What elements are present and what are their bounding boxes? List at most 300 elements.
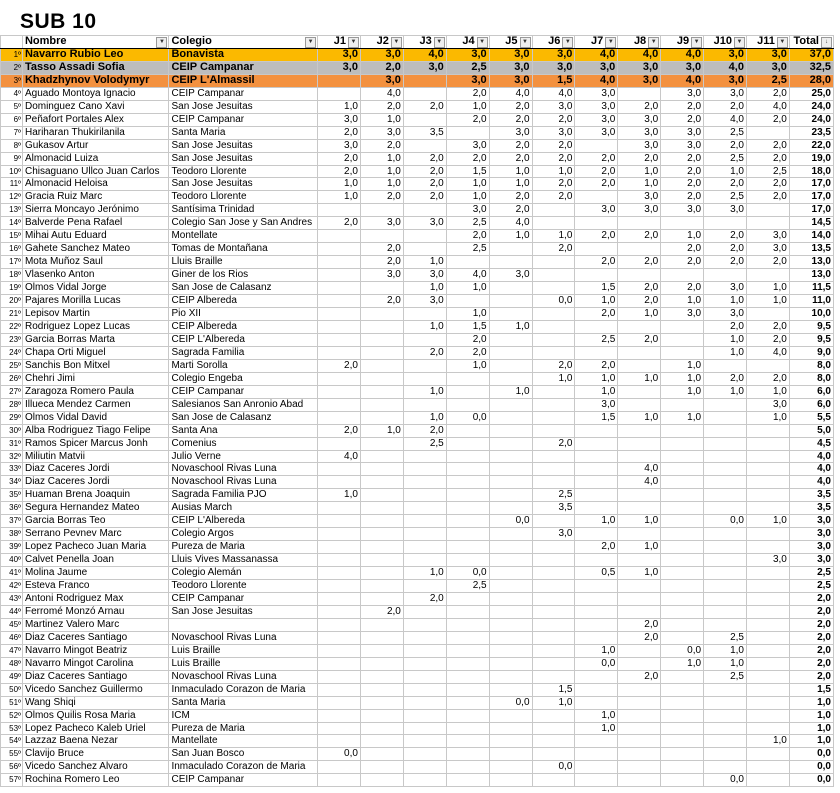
score-cell-j3[interactable] <box>403 618 446 631</box>
total-cell[interactable]: 2,0 <box>789 670 833 683</box>
school-cell[interactable]: Teodoro Llorente <box>169 165 318 178</box>
score-cell-j10[interactable]: 3,0 <box>704 48 747 61</box>
score-cell-j10[interactable]: 2,5 <box>704 126 747 139</box>
score-cell-j8[interactable] <box>618 437 661 450</box>
name-cell[interactable]: Vlasenko Anton <box>22 269 169 282</box>
score-cell-j8[interactable]: 3,0 <box>618 126 661 139</box>
score-cell-j8[interactable]: 3,0 <box>618 113 661 126</box>
score-cell-j5[interactable] <box>489 450 532 463</box>
score-cell-j3[interactable]: 2,0 <box>403 152 446 165</box>
score-cell-j1[interactable] <box>318 87 361 100</box>
score-cell-j7[interactable]: 3,0 <box>575 87 618 100</box>
name-cell[interactable]: Gracia Ruiz Marc <box>22 191 169 204</box>
table-row[interactable] <box>1 605 834 618</box>
score-cell-j8[interactable]: 1,0 <box>618 411 661 424</box>
school-cell[interactable]: Santa Ana <box>169 424 318 437</box>
score-cell-j5[interactable]: 0,0 <box>489 696 532 709</box>
score-cell-j10[interactable] <box>704 735 747 748</box>
name-cell[interactable]: Clavijo Bruce <box>22 748 169 761</box>
score-cell-j11[interactable]: 4,0 <box>746 346 789 359</box>
total-cell[interactable]: 25,0 <box>789 87 833 100</box>
school-cell[interactable]: Santa Maria <box>169 126 318 139</box>
score-cell-j2[interactable] <box>360 502 403 515</box>
score-cell-j5[interactable] <box>489 567 532 580</box>
score-cell-j10[interactable]: 1,0 <box>704 657 747 670</box>
school-cell[interactable]: Santa Maria <box>169 696 318 709</box>
name-cell[interactable]: Esteva Franco <box>22 580 169 593</box>
rank-cell[interactable]: 17º <box>1 256 23 269</box>
rank-cell[interactable]: 6º <box>1 113 23 126</box>
school-cell[interactable]: San Jose Jesuitas <box>169 152 318 165</box>
score-cell-j2[interactable] <box>360 657 403 670</box>
score-cell-j7[interactable]: 4,0 <box>575 74 618 87</box>
score-cell-j4[interactable] <box>446 683 489 696</box>
score-cell-j11[interactable]: 2,0 <box>746 139 789 152</box>
score-cell-j6[interactable]: 3,0 <box>532 126 575 139</box>
score-cell-j8[interactable] <box>618 502 661 515</box>
score-cell-j9[interactable]: 1,0 <box>661 295 704 308</box>
name-cell[interactable]: Diaz Caceres Jordi <box>22 463 169 476</box>
score-cell-j2[interactable]: 1,0 <box>360 424 403 437</box>
score-cell-j3[interactable] <box>403 74 446 87</box>
score-cell-j10[interactable]: 2,0 <box>704 243 747 256</box>
score-cell-j5[interactable] <box>489 528 532 541</box>
school-cell[interactable]: San Jose de Calasanz <box>169 282 318 295</box>
score-cell-j6[interactable]: 1,0 <box>532 696 575 709</box>
score-cell-j7[interactable]: 1,0 <box>575 295 618 308</box>
score-cell-j3[interactable]: 1,0 <box>403 282 446 295</box>
score-cell-j7[interactable]: 2,0 <box>575 152 618 165</box>
rank-cell[interactable]: 14º <box>1 217 23 230</box>
score-cell-j9[interactable] <box>661 269 704 282</box>
school-cell[interactable]: San Jose Jesuitas <box>169 605 318 618</box>
score-cell-j8[interactable]: 2,0 <box>618 152 661 165</box>
total-cell[interactable]: 13,5 <box>789 243 833 256</box>
school-cell[interactable]: Santísima Trinidad <box>169 204 318 217</box>
score-cell-j9[interactable] <box>661 761 704 774</box>
score-cell-j3[interactable] <box>403 359 446 372</box>
total-cell[interactable]: 3,5 <box>789 502 833 515</box>
score-cell-j10[interactable] <box>704 269 747 282</box>
score-cell-j9[interactable]: 0,0 <box>661 644 704 657</box>
table-row[interactable] <box>1 139 834 152</box>
name-cell[interactable]: Antoni Rodriguez Max <box>22 592 169 605</box>
total-cell[interactable]: 4,0 <box>789 450 833 463</box>
score-cell-j6[interactable]: 1,5 <box>532 74 575 87</box>
name-cell[interactable]: Gahete Sanchez Mateo <box>22 243 169 256</box>
score-cell-j10[interactable] <box>704 683 747 696</box>
score-cell-j10[interactable] <box>704 592 747 605</box>
rank-cell[interactable]: 42º <box>1 580 23 593</box>
score-cell-j11[interactable] <box>746 748 789 761</box>
score-cell-j4[interactable] <box>446 761 489 774</box>
score-cell-j10[interactable]: 0,0 <box>704 774 747 787</box>
score-cell-j1[interactable]: 0,0 <box>318 748 361 761</box>
score-cell-j8[interactable]: 3,0 <box>618 139 661 152</box>
table-row[interactable] <box>1 191 834 204</box>
score-cell-j11[interactable]: 2,0 <box>746 191 789 204</box>
table-row[interactable] <box>1 476 834 489</box>
total-cell[interactable]: 8,0 <box>789 372 833 385</box>
score-cell-j2[interactable] <box>360 385 403 398</box>
score-cell-j8[interactable] <box>618 217 661 230</box>
score-cell-j5[interactable]: 2,0 <box>489 191 532 204</box>
score-cell-j1[interactable] <box>318 592 361 605</box>
name-cell[interactable]: Aguado Montoya Ignacio <box>22 87 169 100</box>
score-cell-j5[interactable]: 4,0 <box>489 87 532 100</box>
score-cell-j3[interactable]: 3,0 <box>403 217 446 230</box>
name-cell[interactable]: Rodriguez Lopez Lucas <box>22 320 169 333</box>
school-cell[interactable]: Montellate <box>169 230 318 243</box>
score-cell-j8[interactable] <box>618 87 661 100</box>
score-cell-j3[interactable] <box>403 204 446 217</box>
table-row[interactable] <box>1 502 834 515</box>
rank-cell[interactable]: 5º <box>1 100 23 113</box>
score-cell-j5[interactable] <box>489 774 532 787</box>
total-cell[interactable]: 24,0 <box>789 100 833 113</box>
name-cell[interactable]: Almonacid Heloisa <box>22 178 169 191</box>
score-cell-j5[interactable] <box>489 359 532 372</box>
score-cell-j7[interactable] <box>575 463 618 476</box>
score-cell-j9[interactable] <box>661 605 704 618</box>
name-cell[interactable]: Chisaguano Ullco Juan Carlos <box>22 165 169 178</box>
table-row[interactable] <box>1 282 834 295</box>
score-cell-j4[interactable] <box>446 450 489 463</box>
score-cell-j11[interactable] <box>746 424 789 437</box>
score-cell-j3[interactable] <box>403 230 446 243</box>
score-cell-j4[interactable] <box>446 618 489 631</box>
table-row[interactable] <box>1 489 834 502</box>
score-cell-j6[interactable]: 2,0 <box>532 243 575 256</box>
score-cell-j9[interactable]: 1,0 <box>661 359 704 372</box>
score-cell-j1[interactable] <box>318 282 361 295</box>
rank-cell[interactable]: 41º <box>1 567 23 580</box>
score-cell-j6[interactable] <box>532 774 575 787</box>
score-cell-j10[interactable] <box>704 722 747 735</box>
score-cell-j9[interactable] <box>661 424 704 437</box>
score-cell-j6[interactable] <box>532 450 575 463</box>
score-cell-j9[interactable] <box>661 320 704 333</box>
score-cell-j6[interactable] <box>532 256 575 269</box>
score-cell-j6[interactable]: 3,5 <box>532 502 575 515</box>
name-cell[interactable]: Navarro Rubio Leo <box>22 48 169 61</box>
score-cell-j7[interactable] <box>575 618 618 631</box>
table-row[interactable] <box>1 463 834 476</box>
table-row[interactable] <box>1 333 834 346</box>
score-cell-j3[interactable] <box>403 657 446 670</box>
score-cell-j4[interactable]: 1,5 <box>446 320 489 333</box>
score-cell-j9[interactable]: 3,0 <box>661 126 704 139</box>
score-cell-j6[interactable] <box>532 463 575 476</box>
name-cell[interactable]: Diaz Caceres Santiago <box>22 670 169 683</box>
score-cell-j10[interactable]: 4,0 <box>704 61 747 74</box>
rank-cell[interactable]: 8º <box>1 139 23 152</box>
score-cell-j6[interactable] <box>532 605 575 618</box>
score-cell-j9[interactable]: 1,0 <box>661 230 704 243</box>
score-cell-j7[interactable] <box>575 592 618 605</box>
score-cell-j9[interactable]: 3,0 <box>661 87 704 100</box>
filter-dropdown-icon[interactable]: ▼ <box>691 37 702 48</box>
score-cell-j2[interactable] <box>360 359 403 372</box>
score-cell-j2[interactable] <box>360 230 403 243</box>
header-j1[interactable] <box>318 36 361 49</box>
score-cell-j4[interactable]: 1,0 <box>446 191 489 204</box>
score-cell-j3[interactable]: 3,5 <box>403 126 446 139</box>
name-cell[interactable]: Huaman Brena Joaquin <box>22 489 169 502</box>
score-cell-j2[interactable] <box>360 683 403 696</box>
score-cell-j2[interactable] <box>360 476 403 489</box>
score-cell-j1[interactable] <box>318 295 361 308</box>
score-cell-j3[interactable] <box>403 696 446 709</box>
table-row[interactable] <box>1 74 834 87</box>
total-cell[interactable]: 11,0 <box>789 295 833 308</box>
name-cell[interactable]: Mihai Autu Eduard <box>22 230 169 243</box>
score-cell-j4[interactable]: 2,0 <box>446 346 489 359</box>
school-cell[interactable]: CEIP Campanar <box>169 113 318 126</box>
score-cell-j1[interactable] <box>318 230 361 243</box>
score-cell-j2[interactable]: 2,0 <box>360 605 403 618</box>
score-cell-j4[interactable]: 2,5 <box>446 217 489 230</box>
table-row[interactable] <box>1 696 834 709</box>
table-row[interactable] <box>1 113 834 126</box>
score-cell-j3[interactable]: 2,0 <box>403 178 446 191</box>
score-cell-j11[interactable]: 2,0 <box>746 333 789 346</box>
score-cell-j6[interactable] <box>532 398 575 411</box>
score-cell-j9[interactable] <box>661 217 704 230</box>
score-cell-j4[interactable]: 1,0 <box>446 282 489 295</box>
score-cell-j3[interactable]: 2,0 <box>403 346 446 359</box>
rank-cell[interactable]: 40º <box>1 554 23 567</box>
total-cell[interactable]: 3,0 <box>789 541 833 554</box>
rank-cell[interactable]: 20º <box>1 295 23 308</box>
name-cell[interactable]: Navarro Mingot Carolina <box>22 657 169 670</box>
score-cell-j2[interactable] <box>360 774 403 787</box>
score-cell-j6[interactable] <box>532 204 575 217</box>
score-cell-j10[interactable]: 2,0 <box>704 320 747 333</box>
rank-cell[interactable]: 10º <box>1 165 23 178</box>
score-cell-j7[interactable]: 1,0 <box>575 722 618 735</box>
score-cell-j8[interactable]: 1,0 <box>618 308 661 321</box>
score-cell-j9[interactable]: 1,0 <box>661 657 704 670</box>
score-cell-j6[interactable]: 1,0 <box>532 165 575 178</box>
total-cell[interactable]: 13,0 <box>789 269 833 282</box>
score-cell-j10[interactable] <box>704 411 747 424</box>
name-cell[interactable]: Segura Hernandez Mateo <box>22 502 169 515</box>
rank-cell[interactable]: 4º <box>1 87 23 100</box>
school-cell[interactable]: Colegio San Jose y San Andres <box>169 217 318 230</box>
total-cell[interactable]: 3,0 <box>789 515 833 528</box>
score-cell-j7[interactable] <box>575 735 618 748</box>
score-cell-j7[interactable] <box>575 320 618 333</box>
rank-cell[interactable]: 24º <box>1 346 23 359</box>
filter-dropdown-icon[interactable]: ▼ <box>391 37 402 48</box>
score-cell-j2[interactable] <box>360 204 403 217</box>
score-cell-j11[interactable] <box>746 774 789 787</box>
school-cell[interactable]: Novaschool Rivas Luna <box>169 476 318 489</box>
name-cell[interactable]: Serrano Pevnev Marc <box>22 528 169 541</box>
score-cell-j4[interactable] <box>446 424 489 437</box>
score-cell-j1[interactable]: 2,0 <box>318 165 361 178</box>
table-row[interactable] <box>1 346 834 359</box>
score-cell-j2[interactable] <box>360 463 403 476</box>
score-cell-j3[interactable] <box>403 605 446 618</box>
score-cell-j5[interactable] <box>489 644 532 657</box>
score-cell-j8[interactable] <box>618 774 661 787</box>
filter-dropdown-icon[interactable]: ▼ <box>156 37 167 48</box>
score-cell-j2[interactable] <box>360 437 403 450</box>
score-cell-j6[interactable] <box>532 567 575 580</box>
score-cell-j4[interactable]: 1,0 <box>446 308 489 321</box>
score-cell-j9[interactable]: 2,0 <box>661 113 704 126</box>
total-cell[interactable]: 17,0 <box>789 204 833 217</box>
score-cell-j2[interactable] <box>360 761 403 774</box>
school-cell[interactable]: Colegio Alemán <box>169 567 318 580</box>
score-cell-j6[interactable]: 2,0 <box>532 178 575 191</box>
score-cell-j9[interactable] <box>661 722 704 735</box>
score-cell-j9[interactable] <box>661 554 704 567</box>
name-cell[interactable]: Sanchis Bon Mitxel <box>22 359 169 372</box>
score-cell-j1[interactable] <box>318 554 361 567</box>
score-cell-j9[interactable] <box>661 592 704 605</box>
school-cell[interactable]: Novaschool Rivas Luna <box>169 463 318 476</box>
score-cell-j8[interactable] <box>618 385 661 398</box>
score-cell-j1[interactable] <box>318 735 361 748</box>
score-cell-j11[interactable]: 2,0 <box>746 113 789 126</box>
rank-cell[interactable]: 38º <box>1 528 23 541</box>
score-cell-j5[interactable] <box>489 670 532 683</box>
score-cell-j1[interactable]: 1,0 <box>318 100 361 113</box>
school-cell[interactable]: Novaschool Rivas Luna <box>169 631 318 644</box>
score-cell-j9[interactable] <box>661 774 704 787</box>
school-cell[interactable] <box>169 618 318 631</box>
name-cell[interactable]: Molina Jaume <box>22 567 169 580</box>
score-cell-j3[interactable] <box>403 372 446 385</box>
score-cell-j4[interactable]: 2,0 <box>446 152 489 165</box>
score-cell-j2[interactable] <box>360 489 403 502</box>
table-row[interactable] <box>1 152 834 165</box>
score-cell-j2[interactable] <box>360 567 403 580</box>
score-cell-j2[interactable]: 2,0 <box>360 191 403 204</box>
filter-dropdown-icon[interactable]: ▼ <box>520 37 531 48</box>
score-cell-j8[interactable] <box>618 320 661 333</box>
score-cell-j8[interactable]: 1,0 <box>618 567 661 580</box>
score-cell-j1[interactable]: 2,0 <box>318 152 361 165</box>
score-cell-j4[interactable] <box>446 605 489 618</box>
score-cell-j7[interactable] <box>575 774 618 787</box>
rank-cell[interactable]: 44º <box>1 605 23 618</box>
score-cell-j3[interactable] <box>403 683 446 696</box>
score-cell-j5[interactable] <box>489 243 532 256</box>
total-cell[interactable]: 2,5 <box>789 580 833 593</box>
score-cell-j6[interactable] <box>532 515 575 528</box>
score-cell-j11[interactable]: 2,0 <box>746 256 789 269</box>
score-cell-j4[interactable] <box>446 437 489 450</box>
total-cell[interactable]: 1,0 <box>789 735 833 748</box>
score-cell-j1[interactable] <box>318 204 361 217</box>
rank-cell[interactable]: 3º <box>1 74 23 87</box>
score-cell-j2[interactable]: 3,0 <box>360 126 403 139</box>
name-cell[interactable]: Gukasov Artur <box>22 139 169 152</box>
score-cell-j9[interactable]: 2,0 <box>661 191 704 204</box>
school-cell[interactable]: Marti Sorolla <box>169 359 318 372</box>
score-cell-j3[interactable] <box>403 113 446 126</box>
rank-cell[interactable]: 18º <box>1 269 23 282</box>
score-cell-j7[interactable] <box>575 450 618 463</box>
score-cell-j4[interactable] <box>446 502 489 515</box>
score-cell-j8[interactable] <box>618 605 661 618</box>
score-cell-j8[interactable]: 2,0 <box>618 295 661 308</box>
score-cell-j2[interactable]: 2,0 <box>360 295 403 308</box>
score-cell-j4[interactable]: 3,0 <box>446 204 489 217</box>
school-cell[interactable]: Comenius <box>169 437 318 450</box>
score-cell-j4[interactable] <box>446 554 489 567</box>
table-row[interactable] <box>1 48 834 61</box>
rank-cell[interactable]: 39º <box>1 541 23 554</box>
score-cell-j9[interactable] <box>661 670 704 683</box>
score-cell-j6[interactable] <box>532 618 575 631</box>
score-cell-j1[interactable]: 2,0 <box>318 217 361 230</box>
score-cell-j9[interactable] <box>661 567 704 580</box>
score-cell-j4[interactable] <box>446 709 489 722</box>
rank-cell[interactable]: 23º <box>1 333 23 346</box>
score-cell-j11[interactable] <box>746 450 789 463</box>
score-cell-j6[interactable] <box>532 722 575 735</box>
table-row[interactable] <box>1 657 834 670</box>
score-cell-j4[interactable] <box>446 735 489 748</box>
score-cell-j5[interactable] <box>489 502 532 515</box>
score-cell-j8[interactable]: 2,0 <box>618 631 661 644</box>
score-cell-j5[interactable]: 3,0 <box>489 269 532 282</box>
score-cell-j1[interactable]: 1,0 <box>318 191 361 204</box>
name-cell[interactable]: Hariharan Thukirilanila <box>22 126 169 139</box>
filter-dropdown-icon[interactable]: ▼ <box>562 37 573 48</box>
school-cell[interactable]: Pureza de Maria <box>169 541 318 554</box>
name-cell[interactable]: Lepisov Martin <box>22 308 169 321</box>
score-cell-j3[interactable] <box>403 243 446 256</box>
score-cell-j7[interactable]: 1,5 <box>575 411 618 424</box>
score-cell-j5[interactable] <box>489 476 532 489</box>
score-cell-j11[interactable]: 2,0 <box>746 178 789 191</box>
score-cell-j6[interactable] <box>532 333 575 346</box>
score-cell-j4[interactable]: 2,5 <box>446 61 489 74</box>
rank-cell[interactable]: 27º <box>1 385 23 398</box>
score-cell-j7[interactable]: 1,0 <box>575 515 618 528</box>
score-cell-j2[interactable] <box>360 450 403 463</box>
score-cell-j3[interactable] <box>403 502 446 515</box>
score-cell-j6[interactable]: 2,0 <box>532 359 575 372</box>
table-row[interactable] <box>1 165 834 178</box>
table-row[interactable] <box>1 592 834 605</box>
score-cell-j1[interactable] <box>318 256 361 269</box>
score-cell-j10[interactable] <box>704 696 747 709</box>
score-cell-j4[interactable] <box>446 256 489 269</box>
score-cell-j7[interactable]: 3,0 <box>575 126 618 139</box>
score-cell-j8[interactable]: 4,0 <box>618 463 661 476</box>
score-cell-j11[interactable]: 2,0 <box>746 320 789 333</box>
score-cell-j6[interactable]: 1,0 <box>532 372 575 385</box>
score-cell-j4[interactable]: 4,0 <box>446 269 489 282</box>
rank-cell[interactable]: 35º <box>1 489 23 502</box>
name-cell[interactable]: Almonacid Luiza <box>22 152 169 165</box>
total-cell[interactable]: 2,5 <box>789 567 833 580</box>
score-cell-j10[interactable]: 2,5 <box>704 152 747 165</box>
table-row[interactable] <box>1 385 834 398</box>
school-cell[interactable]: Ausias March <box>169 502 318 515</box>
school-cell[interactable]: Lluis Vives Massanassa <box>169 554 318 567</box>
score-cell-j11[interactable] <box>746 502 789 515</box>
total-cell[interactable]: 2,0 <box>789 618 833 631</box>
name-cell[interactable]: Chapa Orti Miguel <box>22 346 169 359</box>
